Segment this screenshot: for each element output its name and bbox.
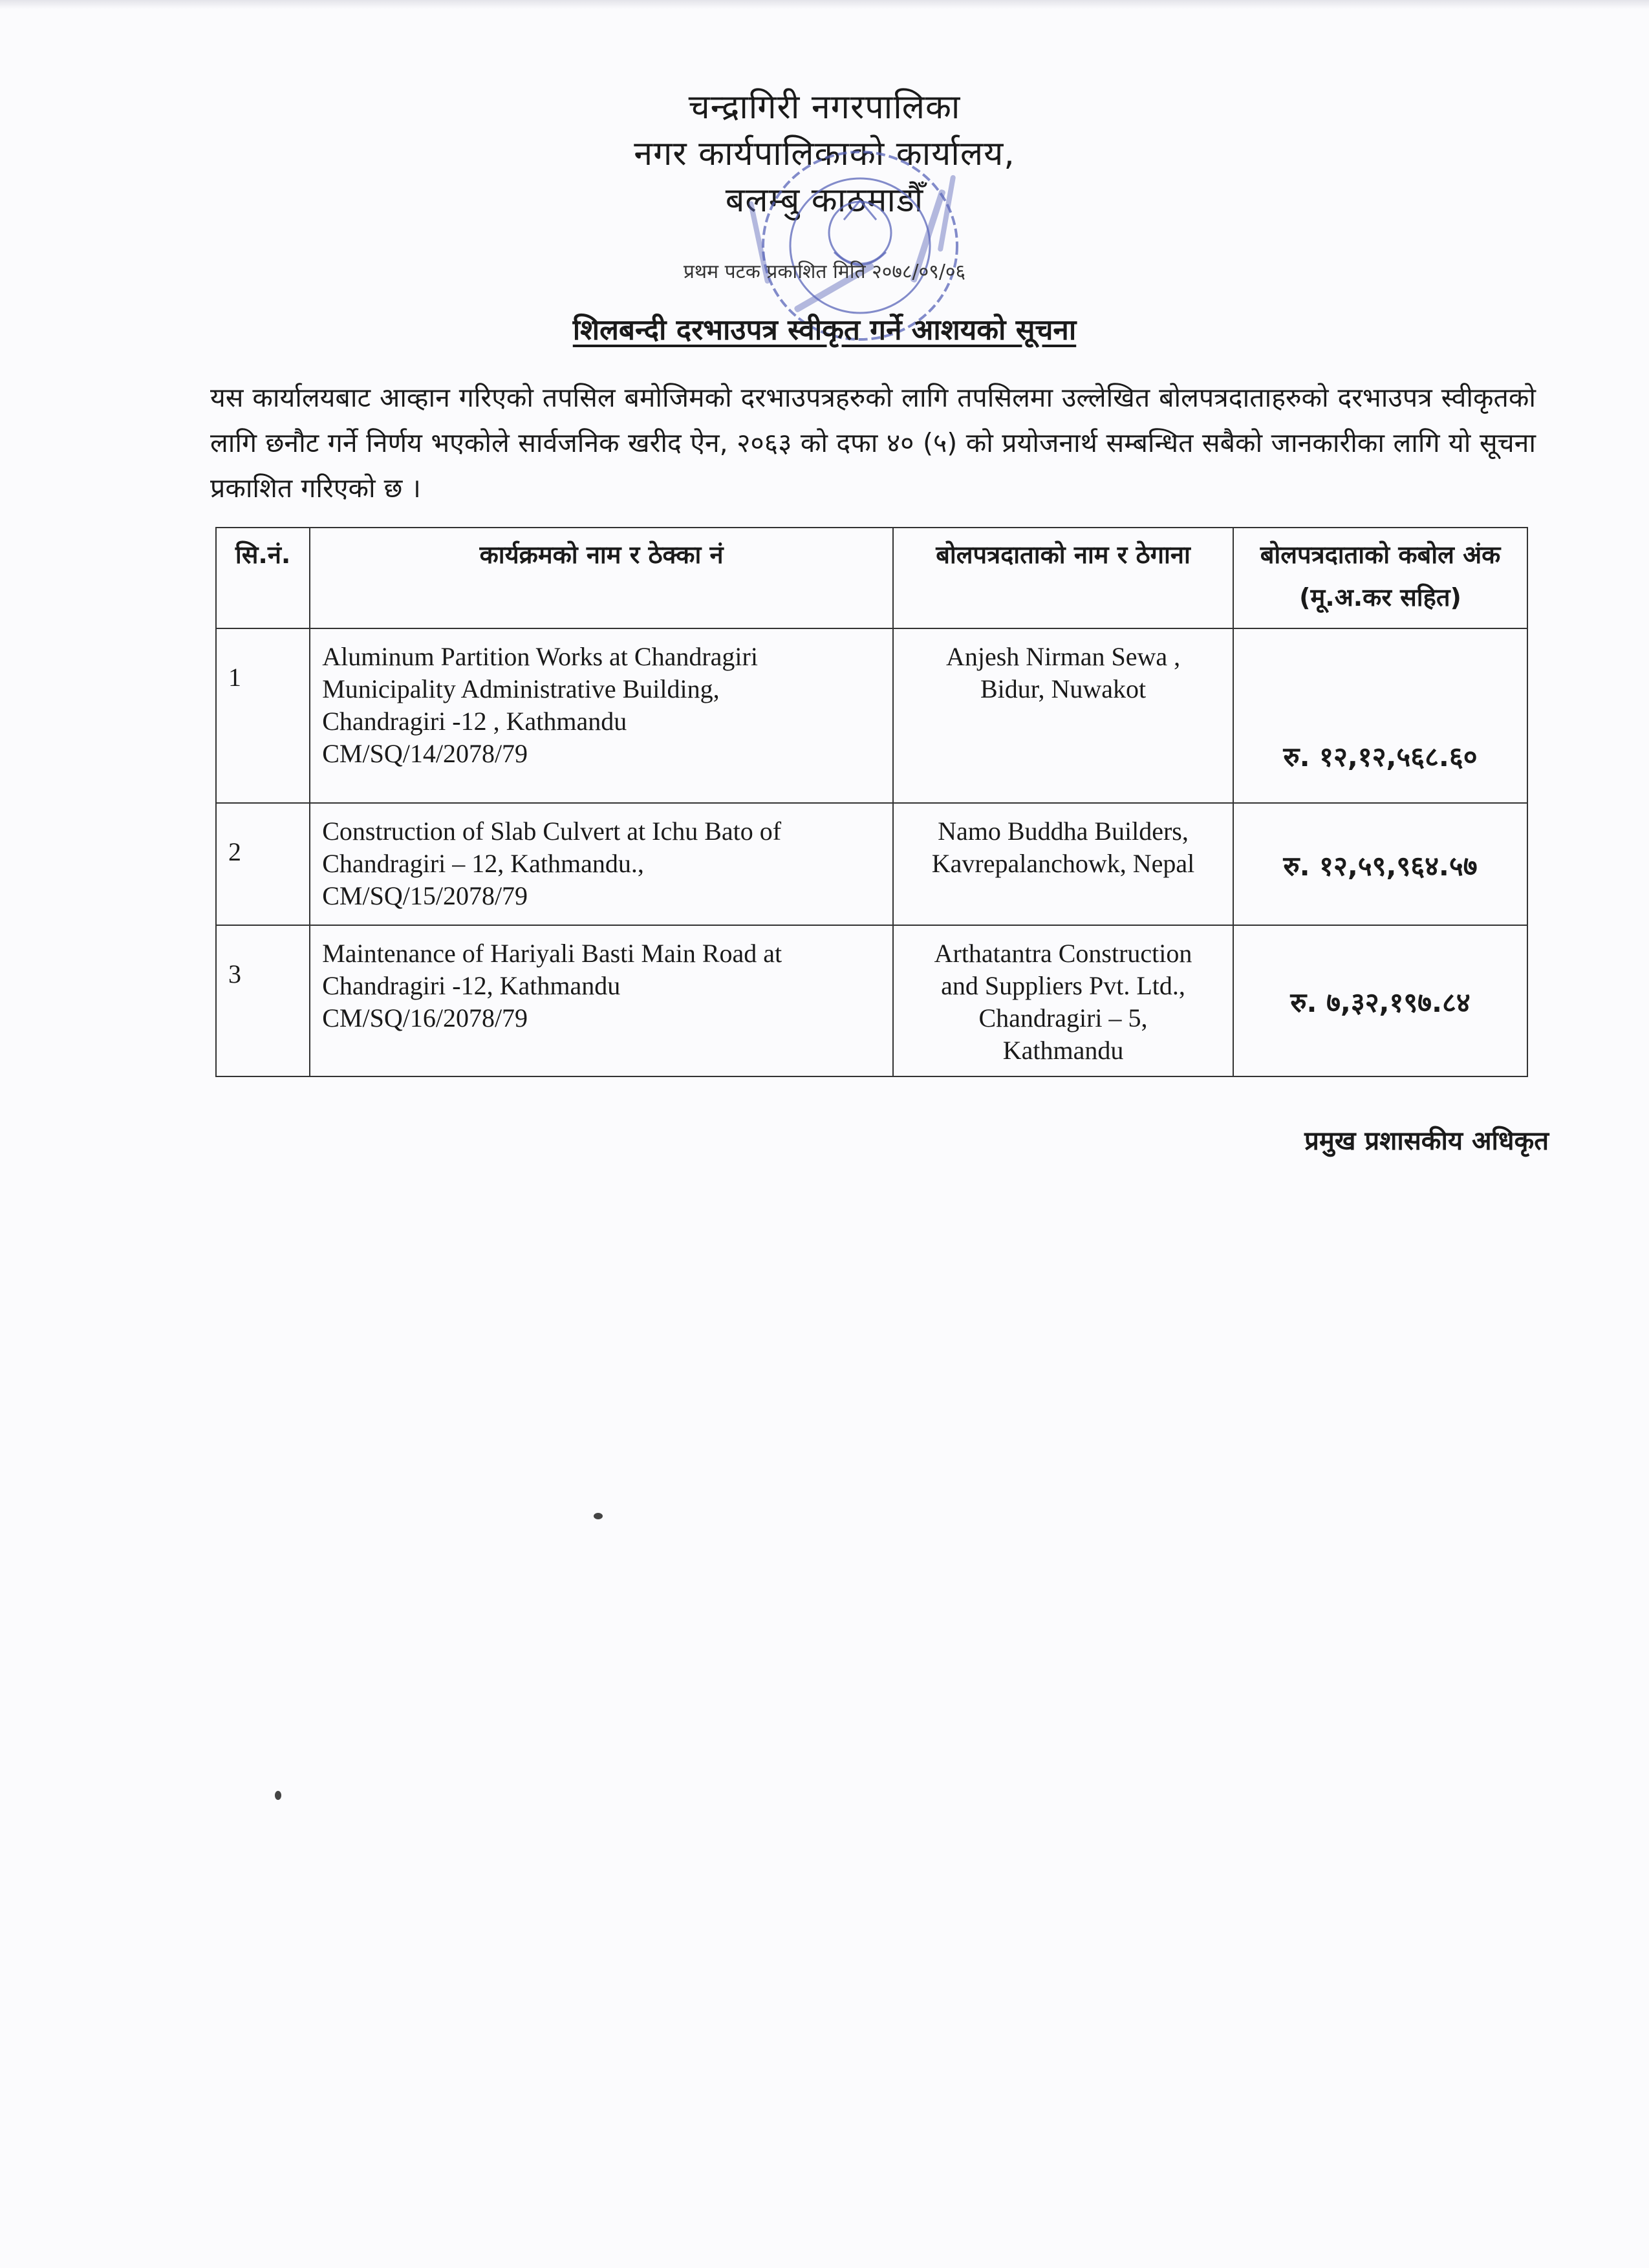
serial-cell: 2: [216, 803, 310, 925]
bidder-line: and Suppliers Pvt. Ltd.,: [941, 971, 1185, 1000]
program-line: Maintenance of Hariyali Basti Main Road at: [322, 939, 782, 968]
amount-cell: रु. १२,५९,९६४.५७: [1233, 803, 1527, 925]
bidder-line: Anjesh Nirman Sewa ,: [945, 642, 1181, 671]
contract-number: CM/SQ/15/2078/79: [322, 881, 528, 910]
bidder-line: Bidur, Nuwakot: [980, 674, 1147, 703]
amount-cell: रु. १२,१२,५६८.६०: [1233, 628, 1527, 803]
notice-body: यस कार्यालयबाट आव्हान गरिएको तपसिल बमोजिमको दरभाउपत्रहरुको लागि तपसिलमा उल्लेखित बोलपत्रदाताहरुको दरभाउपत्र स्वीकृतको लागि छनौट गर्ने निर्णय भएकोले सार्वजनिक खरीद ऐन, २०६३ को दफा ४० (५) को प्रयोजनार्थ सम्बन्धित सबैको जानकारीका लागि यो सूचना प्रकाशित गरिएको छ ।: [210, 382, 1536, 504]
notice-title: शिलबन्दी दरभाउपत्र स्वीकृत गर्ने आशयको सूचना: [572, 314, 1077, 347]
program-line: Chandragiri – 12, Kathmandu.,: [322, 849, 644, 878]
program-cell: [310, 628, 893, 803]
program-line: Municipality Administrative Building,: [322, 674, 720, 703]
signatory-title: प्रमुख प्रशासकीय अधिकृत: [1304, 1126, 1549, 1156]
program-line: Aluminum Partition Works at Chandragiri: [322, 642, 758, 671]
municipality-name: चन्द्रागिरी नगरपालिका: [688, 88, 961, 127]
header-serial: सि.नं.: [216, 528, 310, 628]
bidder-line: Kavrepalanchowk, Nepal: [931, 849, 1195, 878]
amount-cell: रु. ७,३२,१९७.८४: [1233, 925, 1527, 1076]
program-cell: [310, 925, 893, 1076]
bidder-line: Kathmandu: [1002, 1036, 1124, 1065]
program-line: Chandragiri -12, Kathmandu: [322, 971, 621, 1000]
table-row: [216, 803, 1527, 925]
program-line: Construction of Slab Culvert at Ichu Bato of: [322, 817, 782, 846]
scan-speck: [275, 1791, 281, 1800]
publication-date: प्रथम पटक प्रकाशित मिति २०७८/०९/०६: [683, 261, 966, 283]
bidder-line: Chandragiri – 5,: [978, 1003, 1148, 1032]
bidder-cell: [893, 925, 1233, 1076]
header-amount: बोलपत्रदाताको कबोल अंक (मू.अ.कर सहित): [1233, 528, 1527, 628]
bidder-cell: [893, 628, 1233, 803]
scan-top-edge: [0, 0, 1649, 9]
office-address: बलम्बु काठमाडौँ: [725, 181, 924, 220]
contract-number: CM/SQ/16/2078/79: [322, 1003, 528, 1032]
header-program: कार्यक्रमको नाम र ठेक्का नं: [310, 528, 893, 628]
bidder-cell: [893, 803, 1233, 925]
bidder-line: Namo Buddha Builders,: [938, 817, 1189, 846]
scan-speck: [594, 1513, 603, 1519]
program-cell: [310, 803, 893, 925]
bidder-line: Arthatantra Construction: [934, 939, 1192, 968]
serial-cell: 3: [216, 925, 310, 1076]
bid-acceptance-table: [215, 527, 1528, 1077]
office-name: नगर कार्यपालिकाको कार्यालय,: [634, 134, 1015, 173]
table-row: [216, 628, 1527, 803]
header-bidder: बोलपत्रदाताको नाम र ठेगाना: [893, 528, 1233, 628]
table-header-row: [216, 528, 1527, 628]
serial-cell: 1: [216, 628, 310, 803]
table-row: [216, 925, 1527, 1076]
contract-number: CM/SQ/14/2078/79: [322, 739, 528, 768]
program-line: Chandragiri -12 , Kathmandu: [322, 707, 627, 736]
